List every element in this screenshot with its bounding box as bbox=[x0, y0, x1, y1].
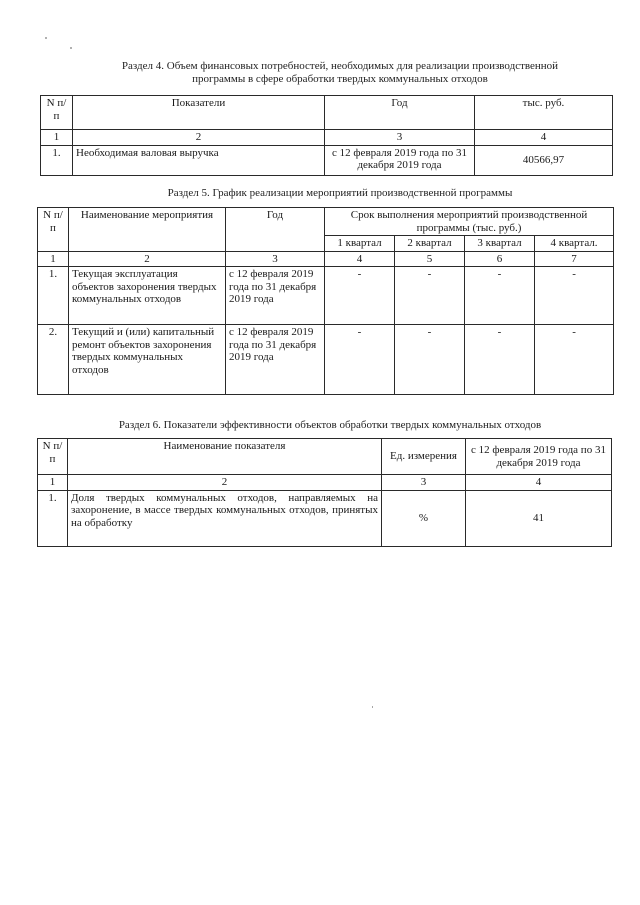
table-row bbox=[38, 267, 614, 325]
header-period: Срок выполнения мероприятий производственной программы (тыс. руб.) bbox=[325, 208, 614, 236]
section4-table bbox=[40, 95, 613, 176]
row-q1: - bbox=[325, 267, 395, 325]
row-q4: - bbox=[535, 267, 614, 325]
table-row bbox=[38, 325, 614, 395]
index-cell: 3 bbox=[226, 251, 325, 267]
index-cell: 1 bbox=[41, 130, 73, 146]
index-cell: 6 bbox=[465, 251, 535, 267]
row-year: с 12 февраля 2019 года по 31 декабря 2019 года bbox=[325, 145, 475, 175]
index-cell: 5 bbox=[395, 251, 465, 267]
section4-title bbox=[60, 60, 620, 86]
index-cell: 3 bbox=[325, 130, 475, 146]
header-q1: 1 квартал bbox=[325, 236, 395, 252]
row-unit: % bbox=[382, 490, 466, 546]
header-year: Год bbox=[226, 208, 325, 252]
header-num: N п/п bbox=[41, 96, 73, 130]
row-num: 1. bbox=[38, 490, 68, 546]
section4-title-line1: Раздел 4. Объем финансовых потребностей, необходимых для реализации производственной bbox=[121, 60, 559, 72]
row-amount: 40566,97 bbox=[475, 145, 613, 175]
index-cell: 7 bbox=[535, 251, 614, 267]
row-year: с 12 февраля 2019 года по 31 декабря 2019 года bbox=[226, 267, 325, 325]
table-header-row bbox=[38, 439, 612, 475]
table-header-row bbox=[38, 208, 614, 236]
row-q4: - bbox=[535, 325, 614, 395]
index-cell: 1 bbox=[38, 475, 68, 491]
table-index-row bbox=[38, 251, 614, 267]
header-unit: Ед. измерения bbox=[382, 439, 466, 475]
section5-title: Раздел 5. График реализации мероприятий производственной программы bbox=[167, 187, 513, 199]
index-cell: 4 bbox=[475, 130, 613, 146]
index-cell: 3 bbox=[382, 475, 466, 491]
table-header-row bbox=[41, 96, 613, 130]
header-num: N п/ п bbox=[38, 208, 69, 252]
index-cell: 2 bbox=[68, 475, 382, 491]
row-num: 1. bbox=[38, 267, 69, 325]
header-name: Наименование мероприятия bbox=[69, 208, 226, 252]
table-row bbox=[41, 145, 613, 175]
scan-speck bbox=[372, 706, 373, 708]
row-q2: - bbox=[395, 325, 465, 395]
table-row bbox=[38, 490, 612, 546]
row-num: 1. bbox=[41, 145, 73, 175]
row-name: Текущая эксплуатация объектов захоронения твердых коммунальных отходов bbox=[69, 267, 226, 325]
row-q1: - bbox=[325, 325, 395, 395]
index-cell: 2 bbox=[73, 130, 325, 146]
row-name: Доля твердых коммунальных отходов, направляемых на захоронение, в массе твердых коммунальных отходов, принятых на обработку bbox=[68, 490, 382, 546]
header-name: Наименование показателя bbox=[68, 439, 382, 475]
row-q3: - bbox=[465, 325, 535, 395]
row-num: 2. bbox=[38, 325, 69, 395]
header-period: с 12 февраля 2019 года по 31 декабря 2019 года bbox=[466, 439, 612, 475]
row-q3: - bbox=[465, 267, 535, 325]
scan-speck bbox=[70, 47, 72, 49]
row-year: с 12 февраля 2019 года по 31 декабря 2019 года bbox=[226, 325, 325, 395]
header-num: N п/п bbox=[38, 439, 68, 475]
index-cell: 4 bbox=[325, 251, 395, 267]
row-indicator: Необходимая валовая выручка bbox=[73, 145, 325, 175]
index-cell: 4 bbox=[466, 475, 612, 491]
header-indicator: Показатели bbox=[73, 96, 325, 130]
header-q4: 4 квартал. bbox=[535, 236, 614, 252]
table-index-row bbox=[38, 475, 612, 491]
section4-title-line2: программы в сфере обработки твердых коммунальных отходов bbox=[192, 73, 488, 85]
row-value: 41 bbox=[466, 490, 612, 546]
section5-table bbox=[37, 207, 614, 395]
header-amount: тыс. руб. bbox=[475, 96, 613, 130]
header-year: Год bbox=[325, 96, 475, 130]
index-cell: 1 bbox=[38, 251, 69, 267]
section6-title: Раздел 6. Показатели эффективности объектов обработки твердых коммунальных отходов bbox=[118, 419, 542, 431]
row-name: Текущий и (или) капитальный ремонт объектов захоронения твердых коммунальных отходов bbox=[69, 325, 226, 395]
header-q2: 2 квартал bbox=[395, 236, 465, 252]
row-q2: - bbox=[395, 267, 465, 325]
header-q3: 3 квартал bbox=[465, 236, 535, 252]
table-index-row bbox=[41, 130, 613, 146]
index-cell: 2 bbox=[69, 251, 226, 267]
scan-speck bbox=[45, 37, 47, 39]
section6-table bbox=[37, 438, 612, 547]
